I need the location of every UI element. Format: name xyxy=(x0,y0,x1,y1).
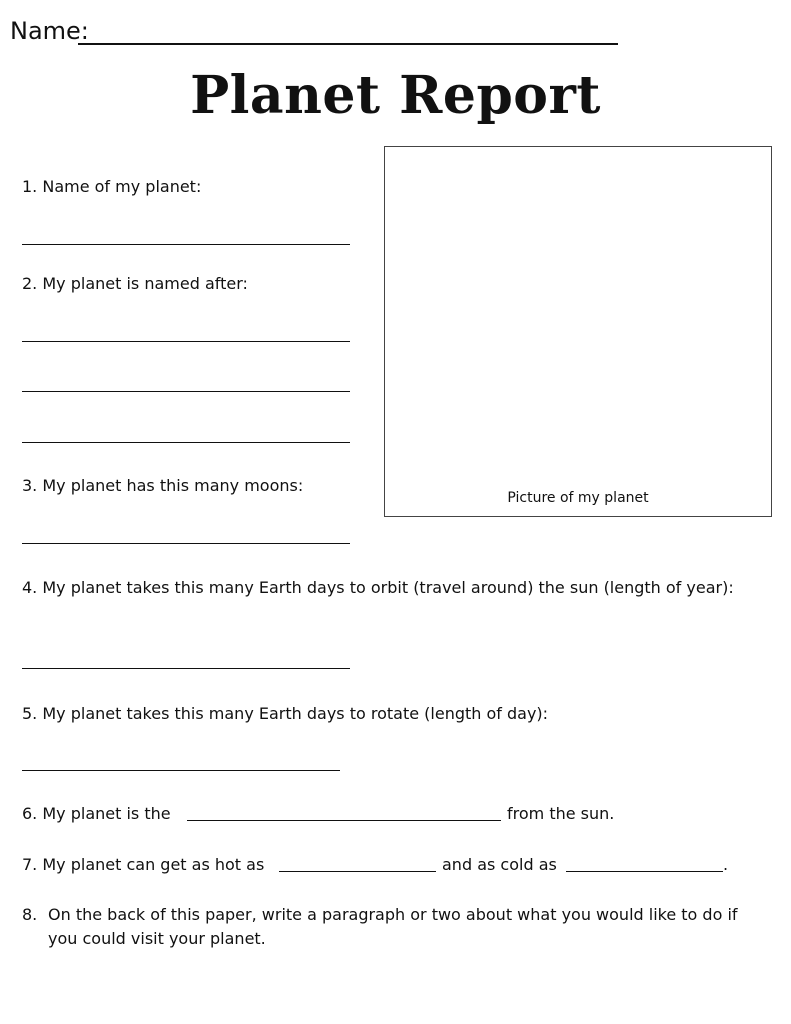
question-1: 1. Name of my planet: xyxy=(22,177,202,196)
answer-line-4[interactable] xyxy=(22,668,350,669)
question-7-prefix: 7. My planet can get as hot as xyxy=(22,855,265,874)
question-6-prefix: 6. My planet is the xyxy=(22,804,171,823)
question-7-middle: and as cold as xyxy=(442,855,557,874)
answer-line-5[interactable] xyxy=(22,770,340,771)
question-7-suffix: . xyxy=(723,855,729,874)
question-5: 5. My planet takes this many Earth days to rotate (length of day): xyxy=(22,704,549,723)
name-field-line[interactable] xyxy=(78,43,618,45)
name-label: Name: xyxy=(10,17,89,45)
picture-caption: Picture of my planet xyxy=(507,490,649,506)
question-6-suffix: from the sun. xyxy=(507,804,615,823)
question-8-number: 8. xyxy=(22,905,38,924)
planet-picture-box[interactable] xyxy=(384,146,772,517)
answer-line-1[interactable] xyxy=(22,244,350,245)
answer-line-2c[interactable] xyxy=(22,442,350,443)
answer-line-2a[interactable] xyxy=(22,341,350,342)
question-8-text: On the back of this paper, write a paragraph or two about what you would like to do if you could visit your planet. xyxy=(48,905,738,948)
question-3: 3. My planet has this many moons: xyxy=(22,476,304,495)
answer-line-6[interactable] xyxy=(187,820,501,821)
answer-line-2b[interactable] xyxy=(22,391,350,392)
answer-line-3[interactable] xyxy=(22,543,350,544)
answer-line-7-hot[interactable] xyxy=(279,871,436,872)
question-4: 4. My planet takes this many Earth days to orbit (travel around) the sun (length of year): xyxy=(22,578,734,597)
page-title: Planet Report xyxy=(190,65,601,126)
answer-line-7-cold[interactable] xyxy=(566,871,723,872)
question-2: 2. My planet is named after: xyxy=(22,274,248,293)
